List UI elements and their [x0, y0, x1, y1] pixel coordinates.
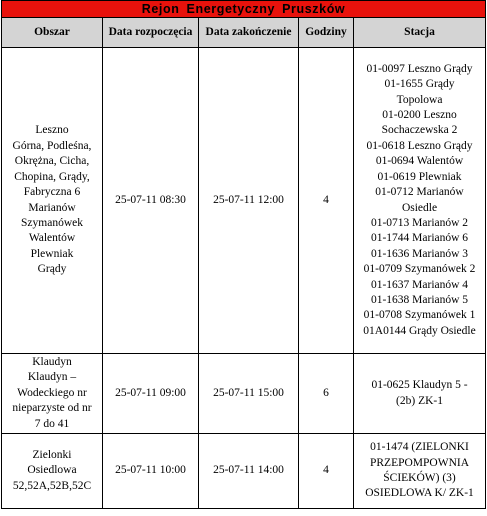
station-line: 01A0144 Grądy Osiedle: [363, 324, 476, 337]
station-line: 01-0618 Leszno Grądy: [366, 139, 473, 152]
station-line: Sochaczewska 2: [381, 124, 458, 137]
area-cell: [2, 434, 103, 509]
station-line: ŚCIEKÓW) (3): [383, 472, 456, 484]
outage-table-wrapper: [1, 0, 485, 509]
station-line: 01-0709 Szymanówek 2: [363, 263, 476, 276]
area-line: Chopina, Grądy,: [14, 170, 90, 183]
area-line: Walentów: [28, 232, 76, 245]
station-line: 01-0097 Leszno Grądy: [366, 62, 473, 75]
station-line: OSIEDLOWA K/ ZK-1: [365, 487, 474, 500]
hours-cell: 6: [299, 354, 354, 434]
table-row: [2, 434, 486, 509]
station-line: 01-1655 Grądy: [384, 78, 455, 91]
area-cell: [2, 354, 103, 434]
station-line: 01-1638 Marianów 5: [370, 293, 469, 306]
station-line: 01-0708 Szymanówek 1: [363, 309, 476, 322]
table-row: [2, 354, 486, 434]
area-line: Zielonki: [32, 448, 72, 461]
end-date-cell: 25-07-11 14:00: [199, 434, 299, 509]
area-line: Plewniak: [30, 247, 74, 260]
area-line: Osiedlowa: [27, 464, 77, 477]
station-line: 01-0694 Walentów: [375, 155, 464, 168]
station-line: Osiedle: [401, 201, 438, 214]
outage-table: [1, 0, 486, 509]
area-line: Leszno: [35, 124, 69, 137]
station-cell: [354, 434, 486, 509]
area-line: 7 do 41: [34, 417, 70, 430]
station-line: PRZEPOMPOWNIA: [369, 456, 470, 469]
area-line: Grądy: [37, 263, 67, 276]
station-line: 01-1474 (ZIELONKI: [370, 441, 469, 454]
station-line: Topolowa: [396, 93, 443, 106]
area-line: 52,52A,52B,52C: [12, 479, 92, 492]
table-row: [2, 48, 486, 354]
area-line: Marianów: [28, 201, 76, 214]
header-area: Obszar: [2, 18, 103, 48]
area-line: Klaudyn –: [27, 371, 77, 384]
area-line: Wodeckiego nr: [17, 386, 87, 399]
start-date-cell: 25-07-11 09:00: [103, 354, 199, 434]
end-date-cell: 25-07-11 15:00: [199, 354, 299, 434]
header-start-date: Data rozpoczęcia: [103, 18, 199, 48]
title-row: [2, 1, 486, 18]
station-line: 01-0713 Marianów 2: [370, 216, 469, 229]
hours-cell: 4: [299, 48, 354, 354]
hours-cell: 4: [299, 434, 354, 509]
area-line: Klaudyn: [32, 355, 72, 368]
header-end-date: Data zakończenie: [199, 18, 299, 48]
area-line: Górna, Podleśna,: [12, 139, 92, 152]
station-line: 01-1744 Marianów 6: [370, 232, 469, 245]
area-line: nieparzyste od nr: [12, 402, 92, 415]
area-line: Fabryczna 6: [23, 186, 81, 199]
start-date-cell: 25-07-11 08:30: [103, 48, 199, 354]
station-line: 01-1637 Marianów 4: [370, 278, 469, 291]
station-line: 01-0200 Leszno: [382, 109, 457, 122]
station-cell: [354, 354, 486, 434]
header-station: Stacja: [354, 18, 486, 48]
area-line: Okrężna, Cicha,: [14, 155, 90, 168]
station-line: (2b) ZK-1: [396, 394, 443, 407]
area-cell: [2, 48, 103, 354]
header-hours: Godziny: [299, 18, 354, 48]
end-date-cell: 25-07-11 12:00: [199, 48, 299, 354]
station-line: 01-1636 Marianów 3: [370, 247, 469, 260]
station-line: 01-0619 Plewniak: [377, 170, 462, 183]
area-line: Szymanówek: [21, 216, 83, 229]
start-date-cell: 25-07-11 10:00: [103, 434, 199, 509]
header-row: [2, 18, 486, 48]
table-title: Rejon Energetyczny Pruszków: [2, 1, 486, 18]
station-line: 01-0712 Marianów: [375, 186, 464, 199]
station-cell: [354, 48, 486, 354]
station-line: 01-0625 Klaudyn 5 -: [371, 379, 468, 392]
